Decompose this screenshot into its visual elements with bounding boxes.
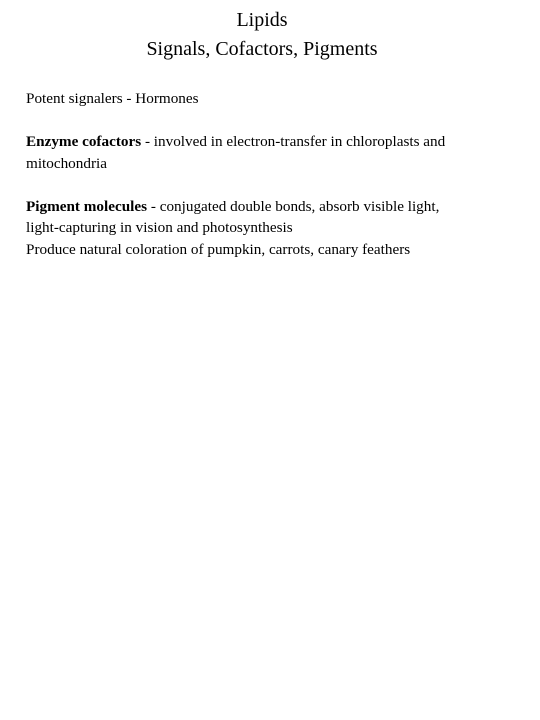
slide-body <box>26 88 531 282</box>
pigments-line-1 <box>26 196 531 218</box>
signalers-prefix: Potent <box>26 90 69 107</box>
cofactors-paragraph <box>26 131 531 174</box>
cofactors-line-2: mitochondria <box>26 154 107 172</box>
pigments-paragraph <box>26 196 531 261</box>
pigments-rest: - conjugated double bonds, absorb visible light, <box>147 197 440 215</box>
cofactors-rest: - involved in electron-transfer in chloroplasts and <box>141 133 446 150</box>
pigments-line-3: Produce natural coloration of pumpkin, carrots, canary feathers <box>26 240 411 258</box>
pigments-line-2: light-capturing in vision and photosynthesis <box>26 219 293 236</box>
signalers-line <box>26 88 531 110</box>
slide-title <box>0 6 524 64</box>
signalers-term: signalers <box>68 90 123 107</box>
cofactors-line-1 <box>26 131 531 153</box>
title-line-2: Signals, Cofactors, Pigments <box>146 38 378 60</box>
title-line-1: Lipids <box>236 9 288 31</box>
pigments-term: Pigment molecules <box>26 197 148 215</box>
signalers-rest: - Hormones <box>122 90 199 107</box>
signalers-paragraph <box>26 88 531 110</box>
cofactors-term: Enzyme cofactors <box>26 133 142 150</box>
